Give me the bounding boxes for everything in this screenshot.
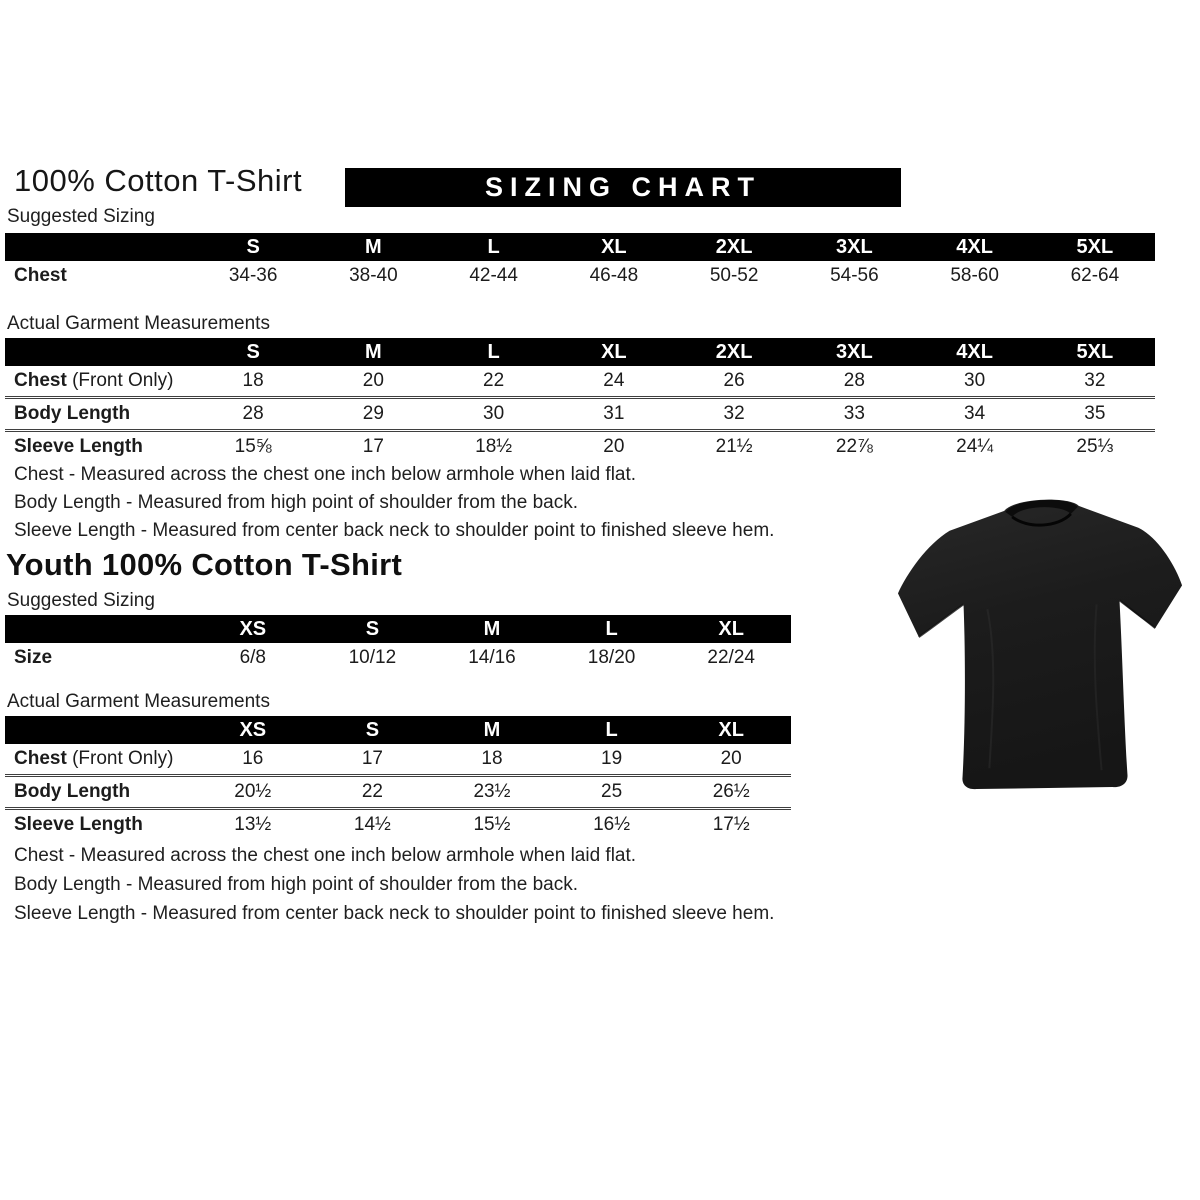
measurement-value: 18: [242, 370, 264, 391]
youth-measurement-notes: [14, 841, 774, 928]
row-label: Chest (Front Only): [14, 370, 174, 391]
size-header-row: [5, 615, 791, 643]
size-column-header: 2XL: [674, 233, 794, 261]
size-header-row: [5, 716, 791, 744]
measurement-value: 25⅓: [1035, 431, 1155, 463]
row-label: Sleeve Length: [5, 809, 193, 841]
measurement-value: 13½: [193, 809, 313, 841]
size-column-header: 4XL: [915, 338, 1035, 366]
measurement-value: 30: [434, 398, 554, 431]
measurement-value: 20: [554, 431, 674, 463]
row-label: Body Length: [5, 398, 193, 431]
measurement-value: 24: [603, 370, 625, 391]
size-column-header: M: [313, 233, 433, 261]
measurement-value: 18½: [434, 431, 554, 463]
measurement-value: 42-44: [469, 265, 518, 286]
measurement-value: 22: [483, 370, 505, 391]
measurement-value: 14/16: [468, 647, 516, 668]
measurement-value: 17: [361, 748, 383, 769]
corner-cell: [5, 615, 193, 643]
measurement-value: 22: [313, 776, 433, 809]
size-column-header: L: [552, 615, 672, 643]
measurement-value: 26: [723, 370, 745, 391]
sizing-chart-banner: [345, 168, 901, 207]
row-label: Chest: [14, 265, 67, 286]
youth-note-body-length: Body Length - Measured from high point of shoulder from the back.: [14, 874, 578, 895]
measurement-row: [5, 776, 791, 809]
measurement-value: 50-52: [709, 265, 759, 286]
adult-note-chest: Chest - Measured across the chest one inch below armhole when laid flat.: [14, 464, 637, 485]
size-column-header: L: [434, 338, 554, 366]
measurement-value: 62-64: [1070, 265, 1120, 286]
measurement-row: [5, 809, 791, 841]
sizing-chart-banner-text: SIZING CHART: [485, 172, 761, 202]
measurement-value: 21½: [674, 431, 794, 463]
measurement-value: 30: [964, 370, 986, 391]
size-column-header: XL: [554, 233, 674, 261]
measurement-value: 18: [481, 748, 503, 769]
adult-actual-measurements-table: [5, 338, 1155, 462]
measurement-row: [5, 398, 1155, 431]
size-column-header: L: [552, 716, 672, 744]
measurement-value: 15½: [432, 809, 552, 841]
size-column-header: S: [313, 716, 433, 744]
youth-section-title: Youth 100% Cotton T-Shirt: [6, 547, 403, 582]
measurement-value: 6/8: [239, 647, 266, 668]
measurement-row: [5, 744, 791, 776]
size-column-header: XL: [671, 615, 791, 643]
row-label: Sleeve Length: [5, 431, 193, 463]
youth-note-chest: Chest - Measured across the chest one inch below armhole when laid flat.: [14, 845, 637, 866]
measurement-value: 38-40: [349, 265, 398, 286]
size-column-header: M: [432, 716, 552, 744]
size-column-header: XL: [554, 338, 674, 366]
measurement-value: 16½: [552, 809, 672, 841]
measurement-value: 29: [313, 398, 433, 431]
youth-actual-measurements-label: Actual Garment Measurements: [7, 691, 270, 712]
size-column-header: S: [313, 615, 433, 643]
measurement-value: 32: [674, 398, 794, 431]
black-tshirt-photo: [893, 489, 1191, 801]
page-title: 100% Cotton T-Shirt: [14, 163, 303, 198]
size-column-header: S: [193, 338, 313, 366]
measurement-value: 15⅝: [193, 431, 313, 463]
measurement-value: 34: [915, 398, 1035, 431]
size-column-header: 5XL: [1035, 233, 1155, 261]
measurement-value: 14½: [313, 809, 433, 841]
measurement-row: [5, 366, 1155, 398]
size-column-header: 2XL: [674, 338, 794, 366]
measurement-row: [5, 261, 1155, 291]
youth-actual-measurements-table: [5, 716, 791, 840]
size-column-header: XL: [671, 716, 791, 744]
measurement-value: 23½: [432, 776, 552, 809]
row-label: Chest (Front Only): [14, 748, 174, 769]
adult-suggested-sizing-table: [5, 233, 1155, 291]
measurement-row: [5, 643, 791, 673]
adult-measurement-notes: [14, 461, 774, 545]
size-table: [5, 233, 1155, 291]
tshirt-body-shape: [898, 500, 1182, 790]
size-column-header: M: [313, 338, 433, 366]
adult-note-body-length: Body Length - Measured from high point of shoulder from the back.: [14, 492, 578, 513]
measurement-value: 17: [313, 431, 433, 463]
row-label: Size: [14, 647, 53, 668]
measurement-value: 18/20: [587, 647, 636, 668]
measurement-value: 35: [1035, 398, 1155, 431]
measurement-value: 46-48: [589, 265, 639, 286]
measurement-value: 34-36: [228, 265, 278, 286]
size-header-row: [5, 233, 1155, 261]
measurement-value: 28: [843, 370, 865, 391]
size-column-header: M: [432, 615, 552, 643]
measurement-value: 33: [794, 398, 914, 431]
youth-suggested-sizing-table: [5, 615, 791, 673]
measurement-value: 20½: [193, 776, 313, 809]
corner-cell: [5, 716, 193, 744]
row-label: Body Length: [5, 776, 193, 809]
size-column-header: 4XL: [915, 233, 1035, 261]
measurement-value: 54-56: [830, 265, 879, 286]
measurement-value: 26½: [671, 776, 791, 809]
size-column-header: 5XL: [1035, 338, 1155, 366]
measurement-value: 58-60: [950, 265, 999, 286]
size-table: [5, 716, 791, 840]
adult-suggested-sizing-label: Suggested Sizing: [7, 206, 155, 227]
measurement-value: 10/12: [348, 647, 397, 668]
measurement-value: 31: [554, 398, 674, 431]
adult-note-sleeve-length: Sleeve Length - Measured from center back neck to shoulder point to finished sleeve hem.: [14, 520, 775, 541]
measurement-value: 19: [601, 748, 623, 769]
corner-cell: [5, 338, 193, 366]
size-table: [5, 615, 791, 673]
measurement-value: 20: [362, 370, 384, 391]
size-column-header: L: [434, 233, 554, 261]
size-column-header: XS: [193, 716, 313, 744]
measurement-value: 32: [1084, 370, 1106, 391]
measurement-row: [5, 431, 1155, 463]
measurement-value: 17½: [671, 809, 791, 841]
youth-suggested-sizing-label: Suggested Sizing: [7, 590, 155, 611]
measurement-value: 22⅞: [794, 431, 914, 463]
size-column-header: XS: [193, 615, 313, 643]
corner-cell: [5, 233, 193, 261]
size-column-header: 3XL: [794, 338, 914, 366]
measurement-value: 22/24: [707, 647, 755, 668]
measurement-value: 24¼: [915, 431, 1035, 463]
size-table: [5, 338, 1155, 462]
size-column-header: 3XL: [794, 233, 914, 261]
adult-actual-measurements-label: Actual Garment Measurements: [7, 313, 270, 334]
size-header-row: [5, 338, 1155, 366]
youth-note-sleeve-length: Sleeve Length - Measured from center back neck to shoulder point to finished sleeve hem.: [14, 903, 775, 924]
size-column-header: S: [193, 233, 313, 261]
measurement-value: 16: [242, 748, 264, 769]
measurement-value: 28: [193, 398, 313, 431]
measurement-value: 20: [720, 748, 742, 769]
measurement-value: 25: [552, 776, 672, 809]
